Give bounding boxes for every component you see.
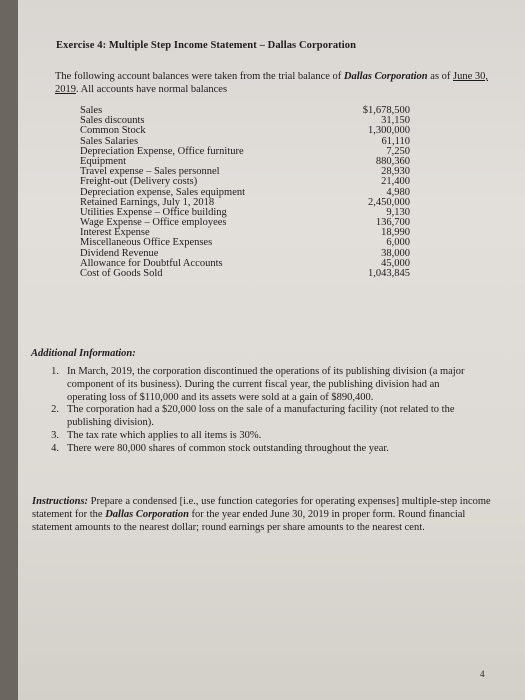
account-amount: 28,930 <box>381 166 410 178</box>
account-amount: 6,000 <box>386 237 410 249</box>
account-amount: 61,110 <box>381 135 410 147</box>
account-name: Utilities Expense – Office building <box>80 206 227 218</box>
intro-date: June 30, <box>453 71 489 82</box>
account-name: Allowance for Doubtful Accounts <box>80 257 223 269</box>
info-item <box>31 366 481 404</box>
account-name: Travel expense – Sales personnel <box>80 166 220 178</box>
account-row <box>80 269 410 279</box>
intro-paragraph <box>55 70 500 96</box>
info-item-text: The corporation had a $20,000 loss on the sale of a manufacturing facility (not related to the publishing division). <box>67 404 455 429</box>
page-number: 4 <box>480 669 485 679</box>
document-page <box>18 0 525 700</box>
account-name: Sales <box>80 105 103 116</box>
account-amount: 31,150 <box>381 115 410 127</box>
intro-corporation-name: Dallas Corporation <box>343 71 428 82</box>
account-amount: 1,043,845 <box>368 268 410 279</box>
instructions-text-1: Prepare a condensed [i.e., use function categories for operating expenses] multiple-step income statement for the <box>32 496 491 520</box>
account-name: Freight-out (Delivery costs) <box>80 176 198 188</box>
account-amount: 136,700 <box>375 217 410 229</box>
instructions-label: Instructions: <box>32 496 89 507</box>
account-amount: 9,130 <box>386 206 410 218</box>
info-item <box>31 430 481 443</box>
account-name: Common Stock <box>80 125 146 137</box>
account-amount: $1,678,500 <box>362 105 410 116</box>
account-amount: 21,400 <box>381 176 410 188</box>
account-amount: 2,450,000 <box>368 196 410 208</box>
account-amount: 18,990 <box>381 227 410 239</box>
account-name: Depreciation expense, Sales equipment <box>80 186 246 198</box>
instructions-corporation-name: Dallas Corporation <box>105 509 189 520</box>
account-name: Sales Salaries <box>80 135 139 147</box>
info-item-text: There were 80,000 shares of common stock outstanding throughout the year. <box>67 442 389 454</box>
account-name: Retained Earnings, July 1, 2018 <box>80 196 215 208</box>
intro-year: 2019 <box>55 84 76 95</box>
account-balances-list <box>80 106 410 279</box>
exercise-title: Exercise 4: Multiple Step Income Statement – Dallas Corporation <box>56 40 357 51</box>
info-item-number: 3. <box>51 429 59 441</box>
info-item-number: 1. <box>51 366 59 377</box>
intro-text-1: The following account balances were taken from the trial balance of <box>55 71 344 82</box>
info-item-number: 4. <box>51 442 59 454</box>
intro-text-2: as of <box>427 71 454 82</box>
account-amount: 880,360 <box>375 155 410 167</box>
account-row <box>80 177 410 187</box>
info-item-text: The tax rate which applies to all items is 30%. <box>67 429 262 441</box>
account-name: Cost of Goods Sold <box>80 268 163 279</box>
intro-text-4: . All accounts have normal balances <box>76 84 228 95</box>
account-name: Miscellaneous Office Expenses <box>80 237 213 249</box>
info-item <box>31 443 481 456</box>
account-name: Depreciation Expense, Office furniture <box>80 145 244 157</box>
account-name: Sales discounts <box>80 115 145 127</box>
instructions-text-2: for the year ended June 30, 2019 in proper form. Round financial statement amounts to the nearest dollar; round earnings per share amounts to the nearest cent. <box>32 509 466 533</box>
account-amount: 4,980 <box>386 186 410 198</box>
account-name: Dividend Revenue <box>80 247 159 259</box>
account-row <box>80 147 410 157</box>
account-amount: 7,250 <box>386 145 410 157</box>
account-amount: 38,000 <box>381 247 410 259</box>
account-name: Interest Expense <box>80 227 150 239</box>
additional-information-heading: Additional Information: <box>31 348 136 359</box>
instructions-paragraph <box>32 495 492 534</box>
info-item <box>31 404 481 430</box>
additional-information-list <box>31 366 481 456</box>
info-item-number: 2. <box>51 404 59 416</box>
account-name: Equipment <box>80 155 127 167</box>
info-item-text: In March, 2019, the corporation discontinued the operations of its publishing division (a major component of its business). During the current fiscal year, the publishing division had an operating loss of $110,000 and its assets were sold at a gain of $890,400. <box>67 366 465 403</box>
account-amount: 45,000 <box>381 257 410 269</box>
account-name: Wage Expense – Office employees <box>80 217 227 229</box>
account-amount: 1,300,000 <box>368 125 410 137</box>
